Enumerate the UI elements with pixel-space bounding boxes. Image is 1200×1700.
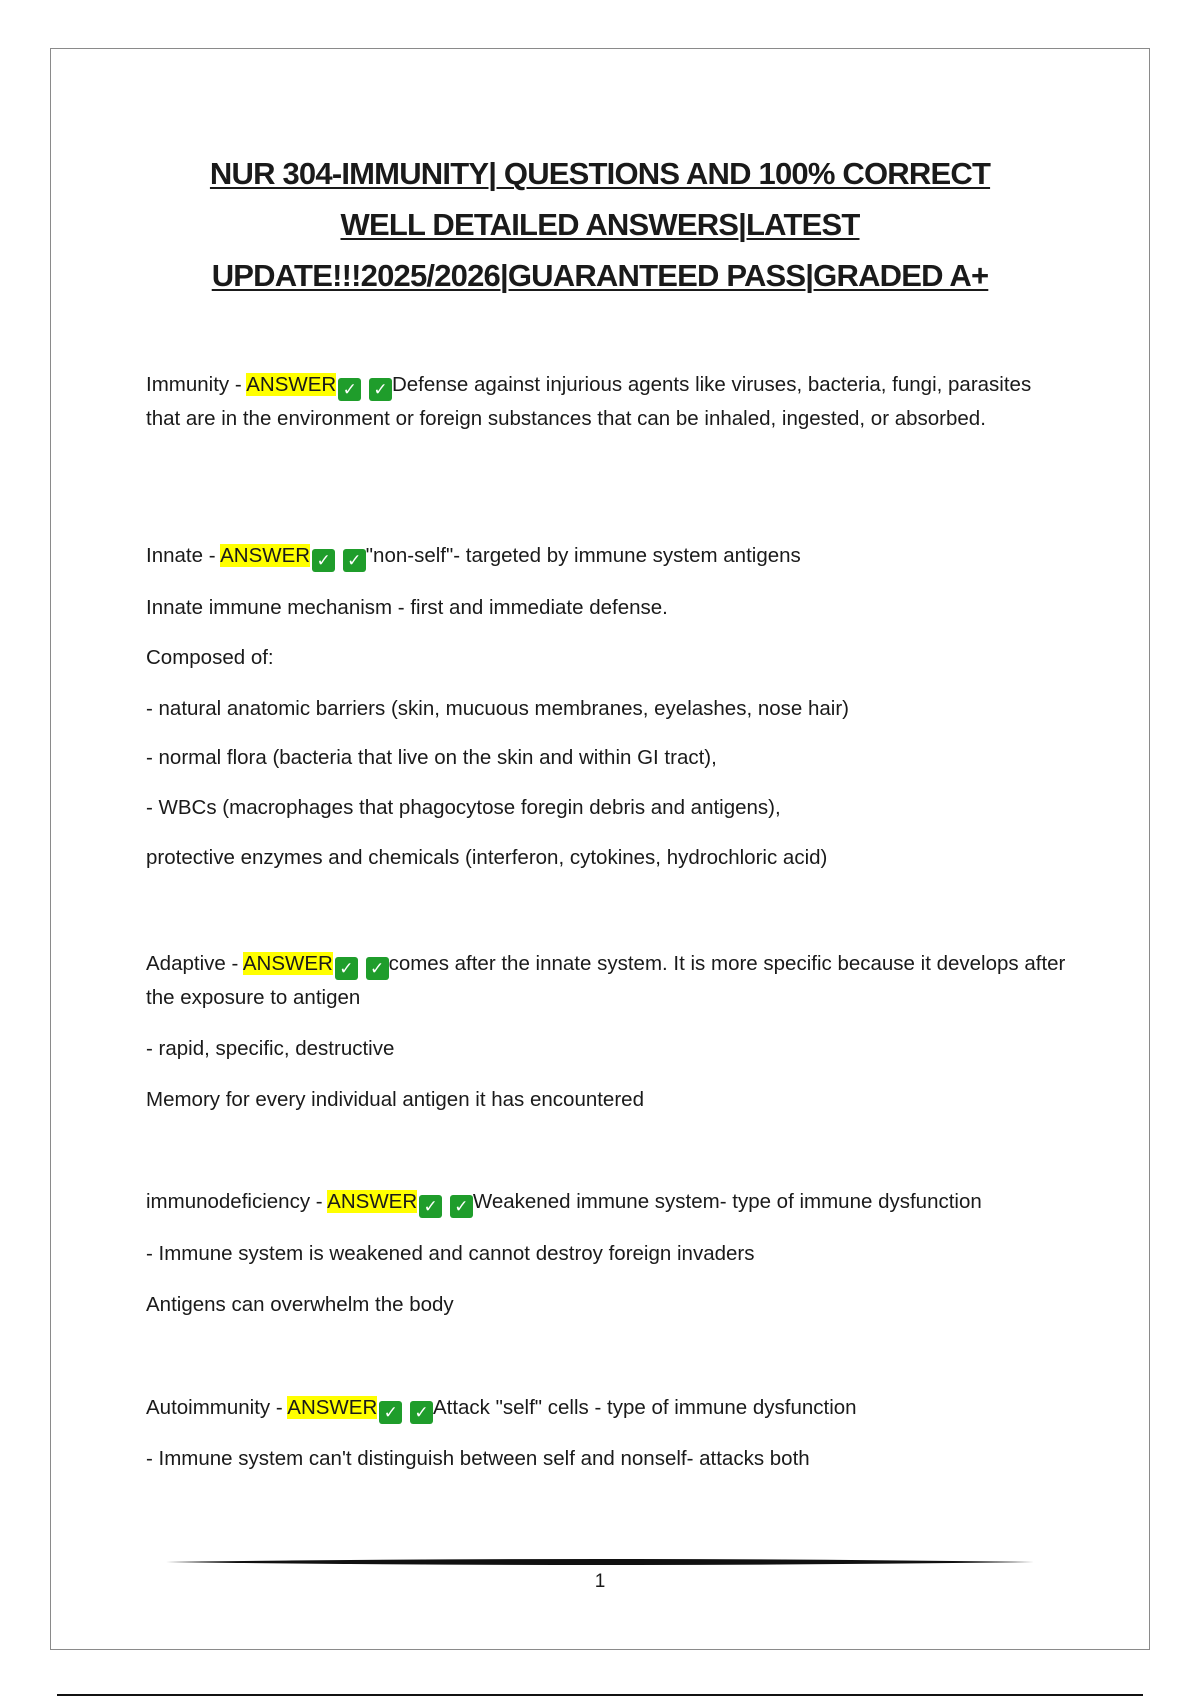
definition: comes after the innate system. It is more specific because it develops after the exposure to antigen <box>146 952 1066 1009</box>
text-line: protective enzymes and chemicals (interferon, cytokines, hydrochloric acid) <box>146 846 828 869</box>
text-line: Antigens can overwhelm the body <box>146 1293 454 1316</box>
title-line-2: WELL DETAILED ANSWERS|LATEST <box>340 207 860 242</box>
term: immunodeficiency - <box>146 1190 328 1213</box>
check-icon: ✓ <box>419 1195 442 1218</box>
check-icon: ✓ <box>410 1401 433 1424</box>
check-icon: ✓ <box>379 1401 402 1424</box>
text-line: Memory for every individual antigen it has encountered <box>146 1088 644 1111</box>
check-icon: ✓ <box>369 378 392 401</box>
check-icon: ✓ <box>338 378 361 401</box>
check-icon: ✓ <box>343 549 366 572</box>
text-line: - rapid, specific, destructive <box>146 1037 395 1060</box>
check-icon: ✓ <box>335 957 358 980</box>
definition: Defense against injurious agents like viruses, bacteria, fungi, parasites that are in the environment or foreign substances that can be inhaled, ingested, or absorbed. <box>146 373 1032 430</box>
term: Immunity - <box>146 373 247 396</box>
check-icon: ✓ <box>450 1195 473 1218</box>
page-number: 1 <box>594 1571 606 1592</box>
answer-label: ANSWER <box>220 544 311 567</box>
entry-immunity <box>146 368 1066 436</box>
entry-innate <box>146 539 1066 573</box>
document-title <box>90 148 1110 301</box>
text-line: - WBCs (macrophages that phagocytose foregin debris and antigens), <box>146 796 781 819</box>
entry-immunodeficiency <box>146 1185 1066 1219</box>
answer-label: ANSWER <box>287 1396 378 1419</box>
answer-label: ANSWER <box>246 373 337 396</box>
text-line: - natural anatomic barriers (skin, mucuous membranes, eyelashes, nose hair) <box>146 697 849 720</box>
answer-label: ANSWER <box>242 952 333 975</box>
term: Autoimmunity - <box>146 1396 288 1419</box>
next-page-edge <box>57 1694 1143 1696</box>
title-line-3: UPDATE!!!2025/2026|GUARANTEED PASS|GRADED A+ <box>211 258 989 293</box>
title-line-1: NUR 304-IMMUNITY| QUESTIONS AND 100% CORRECT <box>209 156 991 191</box>
text-line: Composed of: <box>146 646 274 669</box>
definition: Attack "self" cells - type of immune dysfunction <box>432 1396 857 1419</box>
check-icon: ✓ <box>312 549 335 572</box>
answer-label: ANSWER <box>327 1190 418 1213</box>
footer-divider <box>166 1557 1034 1567</box>
definition: Weakened immune system- type of immune dysfunction <box>472 1190 982 1213</box>
text-line: - normal flora (bacteria that live on the skin and within GI tract), <box>146 746 717 769</box>
term: Adaptive - <box>146 952 243 975</box>
check-icon: ✓ <box>366 957 389 980</box>
text-line: Innate immune mechanism - first and immediate defense. <box>146 596 668 619</box>
text-line: - Immune system can't distinguish between self and nonself- attacks both <box>146 1447 810 1470</box>
entry-adaptive <box>146 947 1066 1015</box>
term: Innate - <box>146 544 221 567</box>
definition: "non-self"- targeted by immune system antigens <box>365 544 801 567</box>
entry-autoimmunity <box>146 1391 1066 1425</box>
text-line: - Immune system is weakened and cannot destroy foreign invaders <box>146 1242 755 1265</box>
